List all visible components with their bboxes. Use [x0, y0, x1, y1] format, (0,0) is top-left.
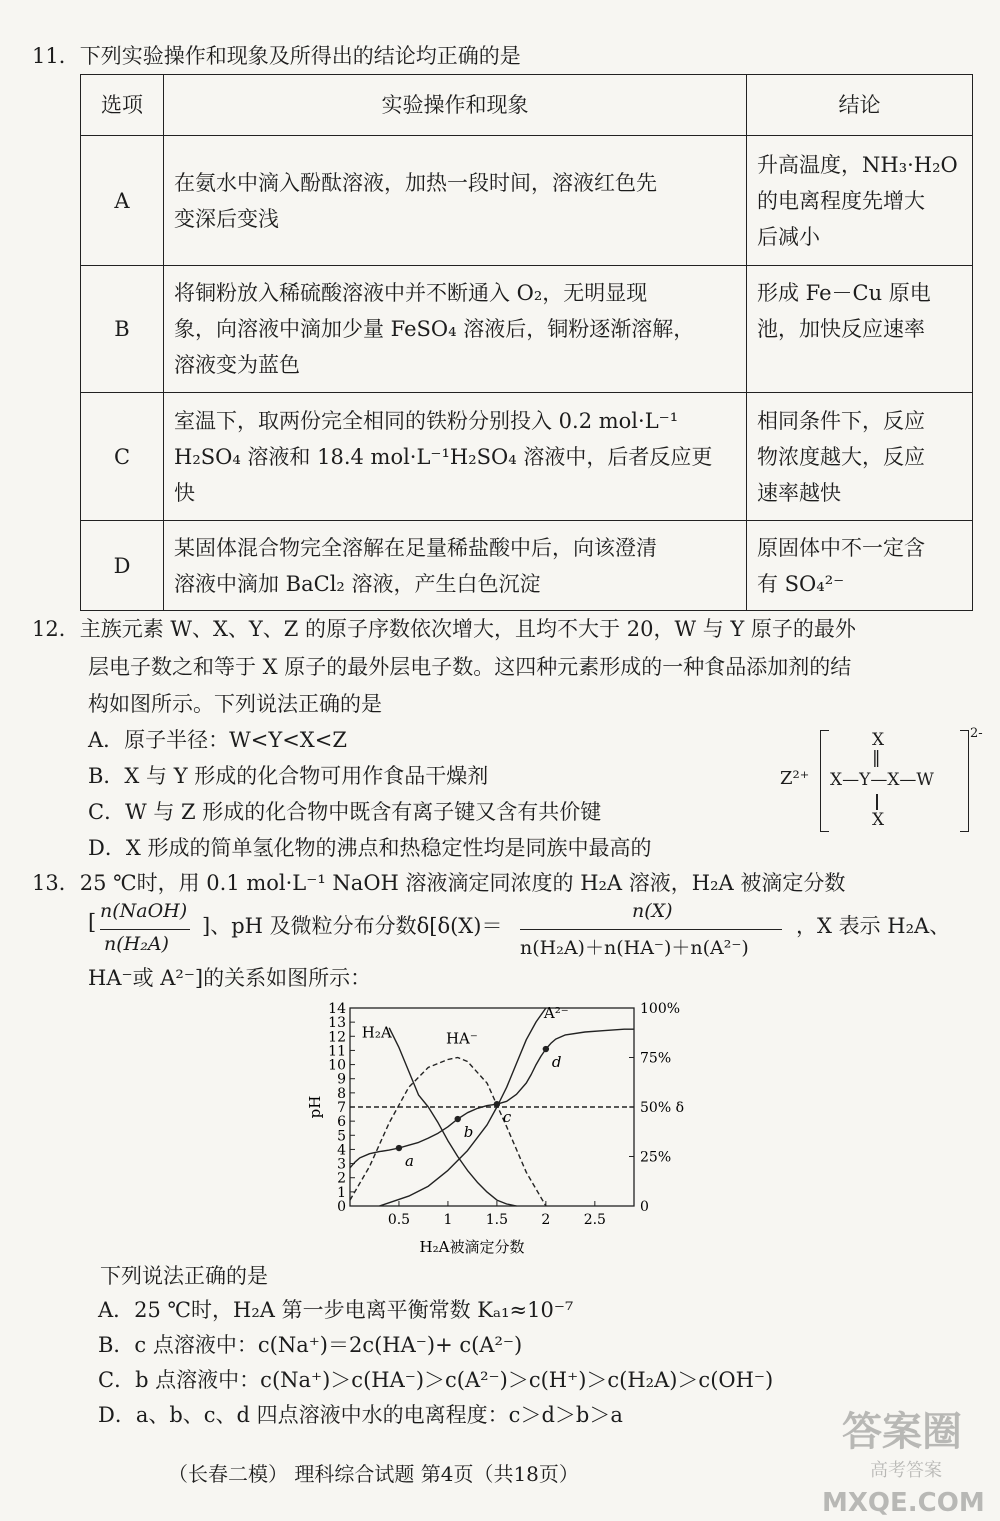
row-option: C: [81, 393, 164, 521]
x-tick-label: 2: [541, 1212, 551, 1228]
y-tick-label: 11: [328, 1043, 346, 1060]
data-point-label: d: [551, 1053, 562, 1072]
x-tick-label: 1: [443, 1212, 453, 1228]
q12-stem-line: 构如图所示。下列说法正确的是: [88, 692, 382, 716]
row-option: B: [81, 266, 164, 393]
y2-tick-label: 75%: [640, 1050, 672, 1067]
x-tick-label: 2.5: [583, 1212, 606, 1228]
op-line: 溶液中滴加 BaCl₂ 溶液，产生白色沉淀: [174, 571, 541, 596]
op-line: 在氨水中滴入酚酞溶液，加热一段时间，溶液红色先: [174, 170, 657, 195]
row-operation: [164, 136, 747, 266]
row-conclusion: [747, 393, 973, 521]
table-row: [81, 266, 973, 393]
series-delta-line: [350, 1058, 546, 1207]
y-tick-label: 3: [337, 1156, 346, 1173]
q12-option-d: D．X 形成的简单氢化物的沸点和热稳定性均是同族中最高的: [88, 836, 652, 860]
structure-row: X—Y—X—W: [830, 770, 934, 790]
row-option: A: [81, 136, 164, 266]
q12-option-a: A．原子半径：W<Y<X<Z: [88, 728, 347, 752]
q12-stem-line: 12．主族元素 W、X、Y、Z 的原子序数依次增大，且均不大于 20，W 与 Y 原子的最外: [32, 617, 856, 641]
table-row: [81, 393, 973, 521]
y-tick-label: 0: [337, 1199, 346, 1215]
row-operation: [164, 521, 747, 611]
series-delta-line: [389, 1028, 516, 1206]
right-bracket: [960, 730, 969, 832]
series-ph-line: [350, 1029, 634, 1171]
q11-stem: 11．下列实验操作和现象及所得出的结论均正确的是: [32, 44, 521, 68]
con-line: 升高温度，NH₃·H₂O: [757, 152, 958, 177]
watermark-domain: MXQE.COM: [822, 1488, 985, 1518]
op-line: 变深后变浅: [174, 206, 279, 231]
y-tick-label: 12: [328, 1029, 346, 1046]
q13-stem-line1: 13．25 ℃时，用 0.1 mol·L⁻¹ NaOH 溶液滴定同浓度的 H₂A 溶液，H₂A 被滴定分数: [32, 871, 846, 895]
con-line: 后减小: [757, 224, 820, 249]
con-line: 物浓度越大，反应: [757, 444, 925, 469]
table-header-row: [81, 75, 973, 136]
op-line: 室温下，取两份完全相同的铁粉分别投入 0.2 mol·L⁻¹: [174, 408, 679, 433]
row-operation: [164, 266, 747, 393]
data-point-label: c: [502, 1108, 512, 1127]
q11-table: [80, 74, 973, 611]
watermark-logo: 答案圈: [842, 1409, 962, 1455]
y-tick-label: 9: [337, 1071, 346, 1088]
data-point: [494, 1101, 500, 1107]
titration-chart: [300, 996, 700, 1262]
y-tick-label: 2: [337, 1170, 346, 1187]
fraction1-denominator: n(H₂A): [104, 933, 169, 955]
con-line: 形成 Fe－Cu 原电: [757, 281, 931, 305]
q13-option-c: C．b 点溶液中：c(Na⁺)＞c(HA⁻)＞c(A²⁻)＞c(H⁺)＞c(H₂A)＞c(OH⁻): [98, 1368, 774, 1392]
row-conclusion: [747, 266, 973, 393]
x-tick-label: 1.5: [485, 1212, 509, 1228]
header-conclusion: 结论: [747, 75, 973, 136]
op-line: 某固体混合物完全溶解在足量稀盐酸中后，向该澄清: [174, 535, 657, 560]
y-tick-label: 7: [337, 1100, 346, 1116]
q13-prompt: 下列说法正确的是: [100, 1264, 268, 1288]
fraction2-denominator: n(H₂A)＋n(HA⁻)＋n(A²⁻): [520, 937, 749, 959]
y-tick-label: 13: [328, 1015, 346, 1032]
top-atom: X: [872, 730, 885, 750]
watermark-caption: 高考答案: [870, 1460, 942, 1481]
series-label: HA⁻: [445, 1029, 478, 1048]
fraction1-bar: [100, 929, 190, 930]
data-point: [396, 1145, 402, 1151]
bottom-atom: X: [872, 810, 885, 830]
series-label: H₂A: [361, 1023, 392, 1042]
y-tick-label: 5: [337, 1128, 346, 1145]
row-conclusion: [747, 521, 973, 611]
row-option: D: [81, 521, 164, 611]
data-point-label: a: [404, 1152, 414, 1171]
y2-tick-label: 0: [640, 1199, 649, 1215]
q13-stem-line3: HA⁻或 A²⁻]的关系如图所示：: [88, 966, 372, 990]
con-line: 有 SO₄²⁻: [757, 571, 845, 596]
data-point-label: b: [463, 1123, 474, 1142]
anion-charge: 2-: [970, 726, 983, 741]
series-label: A²⁻: [543, 1003, 569, 1022]
x-tick-label: 0.5: [387, 1212, 411, 1228]
double-bond: ‖: [872, 748, 881, 768]
single-bond: [876, 794, 878, 810]
con-line: 速率越快: [757, 480, 841, 505]
header-operation: 实验操作和现象: [164, 75, 747, 136]
q13-stem-line2-tail: ，X 表示 H₂A、: [796, 914, 951, 938]
fraction2-numerator: n(X): [632, 900, 673, 922]
data-point: [455, 1116, 461, 1122]
op-line: 溶液变为蓝色: [174, 353, 300, 377]
q12-stem-line: 层电子数之和等于 X 原子的最外层电子数。这四种元素形成的一种食品添加剂的结: [88, 655, 852, 679]
y-tick-label: 10: [328, 1057, 346, 1074]
y2-tick-label: 25%: [640, 1149, 672, 1166]
op-line: 快: [174, 480, 195, 505]
cation-label: Z²⁺: [780, 768, 810, 789]
con-line: 相同条件下，反应: [757, 408, 925, 433]
y2-tick-label: 50% δ: [640, 1100, 684, 1116]
y-tick-label: 6: [337, 1114, 346, 1131]
page-footer: （长春二模） 理科综合试题 第4页（共18页）: [168, 1462, 579, 1486]
header-option: 选项: [81, 75, 164, 136]
con-line: 原固体中不一定含: [757, 535, 925, 560]
q13-fraction2: [520, 898, 790, 962]
q12-option-c: C．W 与 Z 形成的化合物中既含有离子键又含有共价键: [88, 800, 602, 824]
y2-tick-label: 100%: [640, 1001, 681, 1017]
row-conclusion: [747, 136, 973, 266]
op-line: 将铜粉放入稀硫酸溶液中并不断通入 O₂，无明显现: [174, 281, 648, 305]
fraction1-numerator: n(NaOH): [100, 900, 188, 922]
y-tick-label: 14: [328, 1001, 346, 1017]
q13-fraction1: [ n(NaOH) n(H₂A): [88, 898, 200, 962]
row-operation: [164, 393, 747, 521]
op-line: H₂SO₄ 溶液和 18.4 mol·L⁻¹H₂SO₄ 溶液中，后者反应更: [174, 444, 713, 469]
q12-structure-diagram: [780, 722, 992, 836]
q13-option-a: A．25 ℃时，H₂A 第一步电离平衡常数 Kₐ₁≈10⁻⁷: [98, 1298, 574, 1322]
table-row: [81, 521, 973, 611]
op-line: 象，向溶液中滴加少量 FeSO₄ 溶液后，铜粉逐渐溶解，: [174, 317, 695, 341]
data-point: [543, 1046, 549, 1052]
q13-option-b: B．c 点溶液中：c(Na⁺)＝2c(HA⁻)+ c(A²⁻): [98, 1333, 523, 1357]
q13-option-d: D．a、b、c、d 四点溶液中水的电离程度：c＞d＞b＞a: [98, 1403, 623, 1427]
chart-y-label: pH: [306, 1095, 324, 1119]
chart-x-label: H₂A被滴定分数: [419, 1238, 525, 1256]
con-line: 的电离程度先增大: [757, 188, 925, 213]
y-tick-label: 1: [337, 1184, 346, 1201]
con-line: 池，加快反应速率: [757, 317, 925, 341]
table-row: [81, 136, 973, 266]
q12-option-b: B．X 与 Y 形成的化合物可用作食品干燥剂: [88, 764, 489, 788]
left-bracket: [820, 730, 829, 832]
y-tick-label: 8: [337, 1085, 346, 1102]
y-tick-label: 4: [337, 1142, 346, 1159]
fraction2-bar: [520, 929, 782, 930]
q13-stem-line2-mid: ]、pH 及微粒分布分数δ[δ(X)＝: [202, 914, 503, 938]
